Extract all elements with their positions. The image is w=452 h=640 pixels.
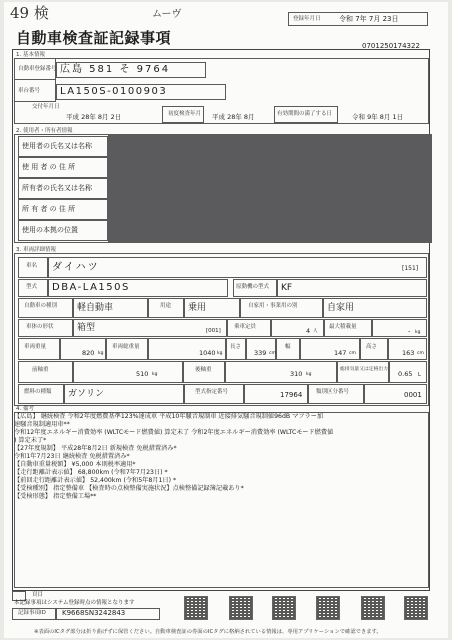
section-remarks-title: 4. 備考 — [16, 406, 34, 412]
max-load-value: - — [408, 327, 411, 335]
business-label: 自家用・事業用の別 — [248, 303, 298, 309]
max-load-unit: kg — [415, 330, 421, 335]
engine-value: KF — [281, 283, 293, 293]
delivery-label: 交付年月日 — [32, 104, 60, 110]
weight-value: 820 — [82, 349, 95, 357]
maker-value: ダイハツ — [52, 262, 100, 273]
qr-code — [272, 596, 296, 620]
reg-no-label: 自動車登録番号 — [18, 66, 57, 72]
body-code: [001] — [206, 328, 221, 334]
gross-unit: kg — [217, 351, 223, 356]
remark-line: ) 算定未了* — [14, 437, 47, 444]
owner-row-owner-address: 所 有 者 の 住 所 — [22, 205, 76, 213]
qr-code — [404, 596, 428, 620]
qr-code — [316, 596, 340, 620]
kind-label: 自動車の種別 — [24, 303, 58, 309]
weight-label: 車両重量 — [24, 344, 47, 350]
displacement-unit: L — [418, 372, 421, 378]
maker-label: 車名 — [26, 263, 38, 269]
reg-no-value: 広島 581 そ 9764 — [60, 64, 171, 75]
registration-date-value: 令和 7年 7月 23日 — [339, 15, 399, 23]
first-reg-value: 平成 28年 8月 — [212, 113, 255, 121]
page-label: 頁目 — [32, 592, 44, 598]
capacity-unit: 人 — [313, 329, 318, 334]
height-value: 163 — [402, 349, 415, 357]
rear-axle-unit: kg — [306, 372, 312, 377]
qr-code — [361, 596, 385, 620]
remark-line: 【受検形態】 指定整備工場** — [14, 493, 97, 500]
document-number: 0701250174322 — [362, 42, 420, 50]
owner-row-owner-name: 所有者の氏名又は名称 — [22, 184, 92, 192]
gross-label: 車両総重量 — [112, 344, 140, 350]
max-load-label: 最大積載量 — [329, 324, 357, 330]
capacity-label: 乗車定員 — [234, 324, 257, 330]
model-value: DBA-LA150S — [52, 282, 130, 293]
height-label: 高さ — [366, 344, 378, 350]
qr-code — [229, 596, 253, 620]
front-axle-unit: kg — [152, 372, 158, 377]
certificate-sheet — [4, 2, 448, 638]
owner-row-base-location: 使用の本拠の位置 — [22, 226, 78, 234]
length-label: 長さ — [230, 344, 242, 350]
width-label: 幅 — [285, 344, 291, 350]
length-value: 339 — [254, 349, 267, 357]
category-value: 0001 — [404, 391, 422, 399]
front-axle-value: 510 — [136, 370, 149, 378]
expiry-value: 令和 9年 8月 1日 — [352, 113, 404, 121]
remark-line: 【受検種別】 指定整備車 【検査時の点検整備実施状況】点検整備記録簿記載あり* — [14, 485, 244, 492]
registration-date-label: 登録年月日 — [293, 16, 321, 22]
type-approval-label: 型式指定番号 — [195, 389, 229, 395]
gross-value: 1040 — [199, 349, 216, 357]
remark-line: 【広島】 継続検査 令和2年度燃費基準123%達成車 平成10年騒音規制車 近接排気騒音規制値96dB マフラー加 — [14, 413, 324, 420]
vin-label: 車台番号 — [18, 88, 41, 94]
height-unit: cm — [417, 351, 424, 356]
section-owner-title: 2. 使用者・所有者情報 — [16, 128, 73, 134]
remark-line: 【前回走行距離計表示値】 52,400km (令和5年8月1日) * — [14, 477, 177, 484]
remark-line: 令和12年度エネルギー消費効率 (WLTCモード燃費値) 算定未了 令和2年度エネルギー消費効率 (WLTCモード燃費値 — [14, 429, 334, 436]
capacity-value: 4 — [306, 327, 311, 335]
front-axle-label: 前軸重 — [32, 367, 49, 373]
remark-line: 【自動車重量税額】 ¥5,000 本則税率適用* — [14, 461, 136, 468]
use-value: 乗用 — [188, 303, 207, 313]
kind-value: 軽自動車 — [77, 303, 114, 313]
owner-row-user-address: 使 用 者 の 住 所 — [22, 163, 76, 171]
remark-line: 【27年度規制】 平成28年8月2日 新規検査 免税措置済み* — [14, 445, 177, 452]
remark-line: 令和1年7月23日 継続検査 免税措置済み* — [14, 453, 130, 460]
document-title: 自動車検査証記録事項 — [16, 29, 172, 47]
weight-unit: kg — [98, 351, 104, 356]
model-label: 型式 — [26, 284, 38, 290]
body-value: 箱型 — [77, 323, 96, 333]
length-unit: cm — [269, 351, 276, 356]
delivery-value: 平成 28年 8月 2日 — [66, 113, 122, 121]
rear-axle-label: 後軸重 — [195, 367, 212, 373]
remark-line: 速騒音規制適用車** — [14, 421, 70, 428]
handwritten-note-left: 49 検 — [10, 4, 49, 22]
owner-row-user-name: 使用者の氏名又は名称 — [22, 142, 92, 150]
expiry-label: 有効期間の満了する日 — [277, 111, 333, 117]
category-label: 類別区分番号 — [316, 389, 350, 395]
system-notice: 本記録事項はシステム登録時点の情報となります — [14, 600, 135, 606]
business-value: 自家用 — [327, 303, 355, 313]
body-label: 車体の形状 — [26, 324, 54, 330]
use-label: 用途 — [160, 303, 172, 309]
type-approval-value: 17964 — [280, 391, 303, 399]
first-reg-label: 初度検査年月 — [168, 111, 202, 117]
record-id-value: K9668SN3242843 — [62, 609, 126, 617]
handwritten-note-right: ムーヴ — [152, 9, 182, 20]
fuel-value: ガソリン — [68, 389, 105, 399]
maker-code: [151] — [402, 265, 419, 272]
displacement-label: 総排気量又は定格出力 — [340, 367, 388, 372]
section-vehicle-title: 3. 車両詳細情報 — [16, 247, 56, 253]
qr-code — [184, 596, 208, 620]
engine-label: 原動機の型式 — [236, 284, 270, 290]
rear-axle-value: 310 — [290, 370, 303, 378]
bottom-notice: ※表面のICタグ部分は折り曲げずに保管ください。自動車検査証の券面のICタグに格納されている情報は、専用アプリケーションで確認できます。 — [34, 629, 382, 635]
section-basic-title: 1. 基本情報 — [16, 52, 45, 58]
fuel-label: 燃料の種類 — [24, 389, 52, 395]
displacement-value: 0.65 — [398, 370, 413, 378]
width-value: 147 — [334, 349, 347, 357]
vin-value: LA150S-0100903 — [60, 86, 168, 97]
registration-date-box — [288, 12, 428, 26]
width-unit: cm — [349, 351, 356, 356]
remark-line: 【走行距離計表示値】 68,800km (令和7年7月23日) * — [14, 469, 168, 476]
owner-info-redaction — [108, 134, 432, 243]
record-id-label: 記録事項ID — [18, 610, 46, 616]
